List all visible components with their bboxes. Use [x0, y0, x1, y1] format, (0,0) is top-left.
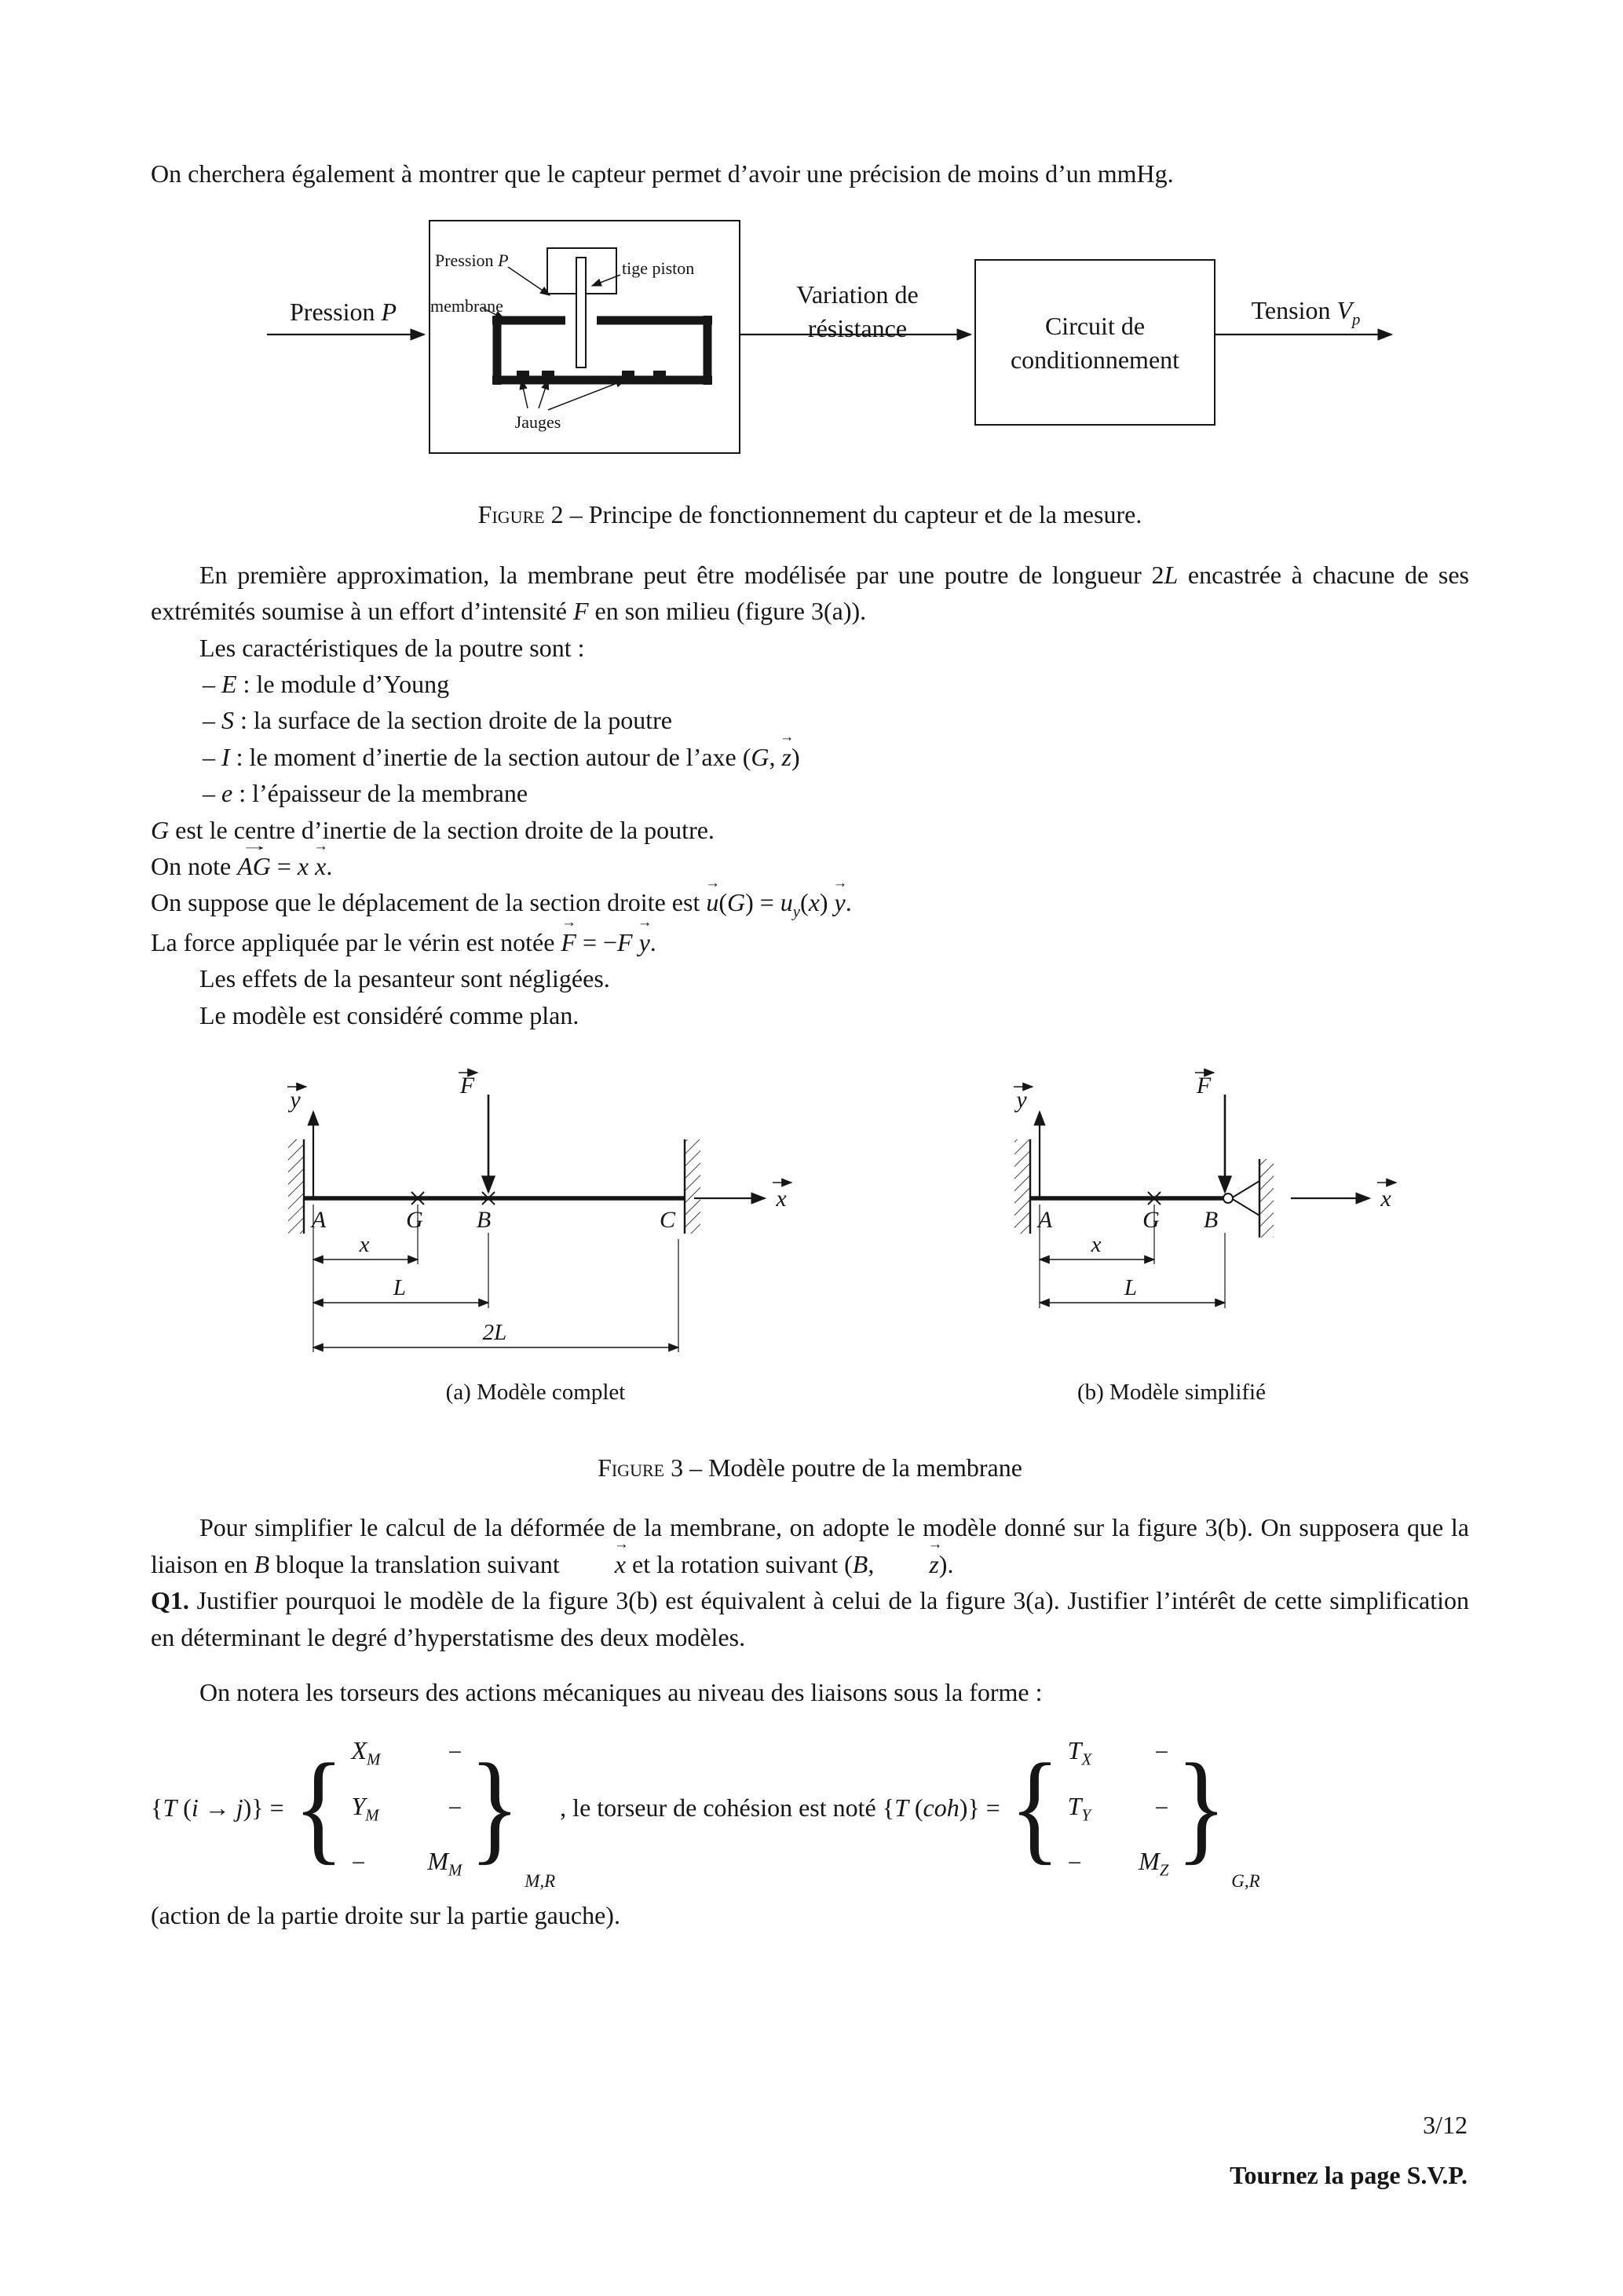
torseur-note: (action de la partie droite sur la partie gauche).: [151, 1900, 620, 1929]
matrix-cell: −: [1067, 1848, 1082, 1877]
dim-x-label-b: x: [1091, 1232, 1102, 1257]
matrix-cell: $T_Y$: [1067, 1791, 1091, 1825]
circuit-label: [975, 309, 1215, 375]
dim-L-label-b: L: [1124, 1275, 1138, 1300]
line-pesanteur: Les effets de la pesanteur sont négligées.: [199, 964, 610, 993]
torseur-matrix-liaison: [289, 1732, 556, 1891]
matrix-cell: $M_M$: [427, 1847, 462, 1880]
torseur-mid-text: , le torseur de cohésion est noté {T (coh)} =: [560, 1793, 1000, 1822]
jauges-marks: [517, 371, 666, 376]
figure2-caption-text: – Principe de fonctionnement du capteur et de la mesure.: [563, 500, 1142, 529]
model-complete: [287, 1073, 791, 1352]
torseur-matrix-cohesion: [1005, 1732, 1260, 1891]
membrane-label: membrane: [430, 296, 503, 316]
point-C-label: C: [659, 1207, 676, 1233]
point-B-label: B: [476, 1207, 492, 1233]
matrix-cell: −: [448, 1738, 462, 1767]
y-axis-label: y: [290, 1087, 301, 1113]
q1-text: Justifier pourquoi le modèle de la figure 3(b) est équivalent à celui de la figure 3(a). Justifier l’intérêt de cette simplification en déterminant le degré d’hyperstatisme des deux modèles.: [151, 1586, 1469, 1651]
variation-line1: Variation de: [796, 280, 919, 309]
variation-line2: résistance: [807, 313, 908, 342]
sensor-pression-label: Pression P: [435, 250, 509, 271]
figure3-caption-prefix: Figure 3: [598, 1453, 684, 1482]
matrix-cell: −: [351, 1848, 366, 1877]
matrix-cell: −: [1154, 1793, 1169, 1822]
figure3-caption: [151, 1450, 1469, 1486]
turn-page-note: Tournez la page S.V.P.: [1230, 2161, 1468, 2189]
x-axis-label: x: [776, 1186, 787, 1212]
open-brace: {: [293, 1738, 344, 1877]
dim-L-label: L: [393, 1275, 407, 1300]
figure3-caption-text: – Modèle poutre de la membrane: [683, 1453, 1022, 1482]
matrix-cell: $X_M$: [351, 1736, 381, 1769]
point-A-label: A: [311, 1207, 327, 1233]
circuit-line2: conditionnement: [1010, 345, 1180, 374]
matrix-cell: $M_Z$: [1139, 1847, 1169, 1880]
close-brace: }: [470, 1738, 521, 1877]
torseur-intro: On notera les torseurs des actions mécaniques au niveau des liaisons sous la forme :: [199, 1677, 1043, 1706]
point-G-label: G: [406, 1207, 423, 1233]
jauges-label: Jauges: [514, 412, 561, 433]
paragraph-approximation: En première approximation, la membrane peut être modélisée par une poutre de longueur 2L encastrée à chacune de ses extrémités soumise à un effort d’intensité F en son milieu (figure 3(a)).: [151, 560, 1470, 626]
figure2-caption: [151, 496, 1469, 532]
beam-properties-list: [203, 666, 1469, 812]
y-axis-label-b: y: [1016, 1087, 1027, 1113]
matrix-subscript: M,R: [525, 1870, 556, 1891]
torseur-matrix-rows: [352, 1732, 462, 1883]
force-label: F: [459, 1073, 475, 1099]
figure3-beam-models: [151, 1065, 1469, 1415]
pivot-support: [1223, 1159, 1274, 1238]
matrix-cell: $T_X$: [1067, 1736, 1092, 1769]
line-centre-inertie: G est le centre d’inertie de la section droite de la poutre.: [151, 815, 715, 844]
dim-x-label: x: [359, 1232, 370, 1257]
pression-arrow-label: Pression P: [290, 298, 397, 327]
dim-2L-label: 2L: [482, 1320, 507, 1345]
left-wall-hatching-b: [1014, 1139, 1030, 1234]
figure3b-caption: (b) Modèle simplifié: [1077, 1380, 1266, 1405]
point-A-label-b: A: [1037, 1207, 1053, 1233]
list-item: – e : l’épaisseur de la membrane: [203, 779, 528, 808]
close-brace: }: [1176, 1738, 1227, 1877]
right-wall-hatching: [685, 1139, 700, 1234]
torseur-lhs: {T (i → j)} =: [151, 1793, 284, 1822]
question-q1: [151, 1582, 1469, 1655]
matrix-cell: $Y_M$: [351, 1791, 379, 1825]
piston-housing: [547, 248, 616, 367]
tige-piston-label: tige piston: [622, 258, 695, 279]
matrix-subscript: G,R: [1231, 1870, 1260, 1891]
x-axis-label-b: x: [1380, 1186, 1391, 1212]
figure2-block-diagram: [151, 217, 1469, 462]
model-simplified: [1014, 1073, 1396, 1308]
point-G-label-b: G: [1142, 1207, 1160, 1233]
page-number: 3/12: [1423, 2111, 1468, 2139]
list-item: – E : le module d’Young: [203, 669, 450, 698]
figure3-drawing: [151, 1065, 1470, 1415]
tension-output-label: Tension $V_p$: [1251, 296, 1361, 329]
line-note-ag: On note AG → = x x →.: [151, 848, 1469, 884]
circuit-line1: Circuit de: [1044, 312, 1146, 341]
q1-label: Q1.: [151, 1586, 189, 1615]
matrix-cell: −: [1154, 1738, 1169, 1767]
left-wall-hatching: [288, 1139, 304, 1234]
point-B-label-b: B: [1203, 1207, 1219, 1233]
line-force-verin: La force appliquée par le vérin est notée F → = −F y →.: [151, 924, 1469, 960]
list-item: – S : la surface de la section droite de la poutre: [203, 706, 672, 735]
line-modele-plan: Le modèle est considéré comme plan.: [199, 1000, 579, 1029]
paragraph-caracteristiques: Les caractéristiques de la poutre sont :: [199, 633, 585, 662]
variation-label: [748, 278, 967, 344]
paragraph-simplification: Pour simplifier le calcul de la déformée de la membrane, on adopte le modèle donné sur la figure 3(b). On supposera que la liaison en B bloque la translation suivant x → et la rotation suivant (B, z →).: [151, 1509, 1469, 1582]
list-item: – I : le moment d’inertie de la section autour de l’axe (G, z →): [203, 739, 1469, 775]
open-brace: {: [1009, 1738, 1060, 1877]
torseur-equation-row: [151, 1732, 1469, 1891]
torseur-matrix-rows: [1068, 1732, 1169, 1883]
figure2-caption-prefix: Figure 2: [477, 500, 564, 529]
force-label-b: F: [1196, 1073, 1212, 1099]
intro-paragraph: On cherchera également à montrer que le capteur permet d’avoir une précision de moins d’un mmHg.: [151, 159, 1174, 188]
line-deplacement: On suppose que le déplacement de la section droite est $u \to(G) = u_y(x)$ y →.: [151, 884, 1469, 924]
matrix-cell: −: [448, 1793, 462, 1822]
figure3a-caption: (a) Modèle complet: [445, 1380, 626, 1405]
